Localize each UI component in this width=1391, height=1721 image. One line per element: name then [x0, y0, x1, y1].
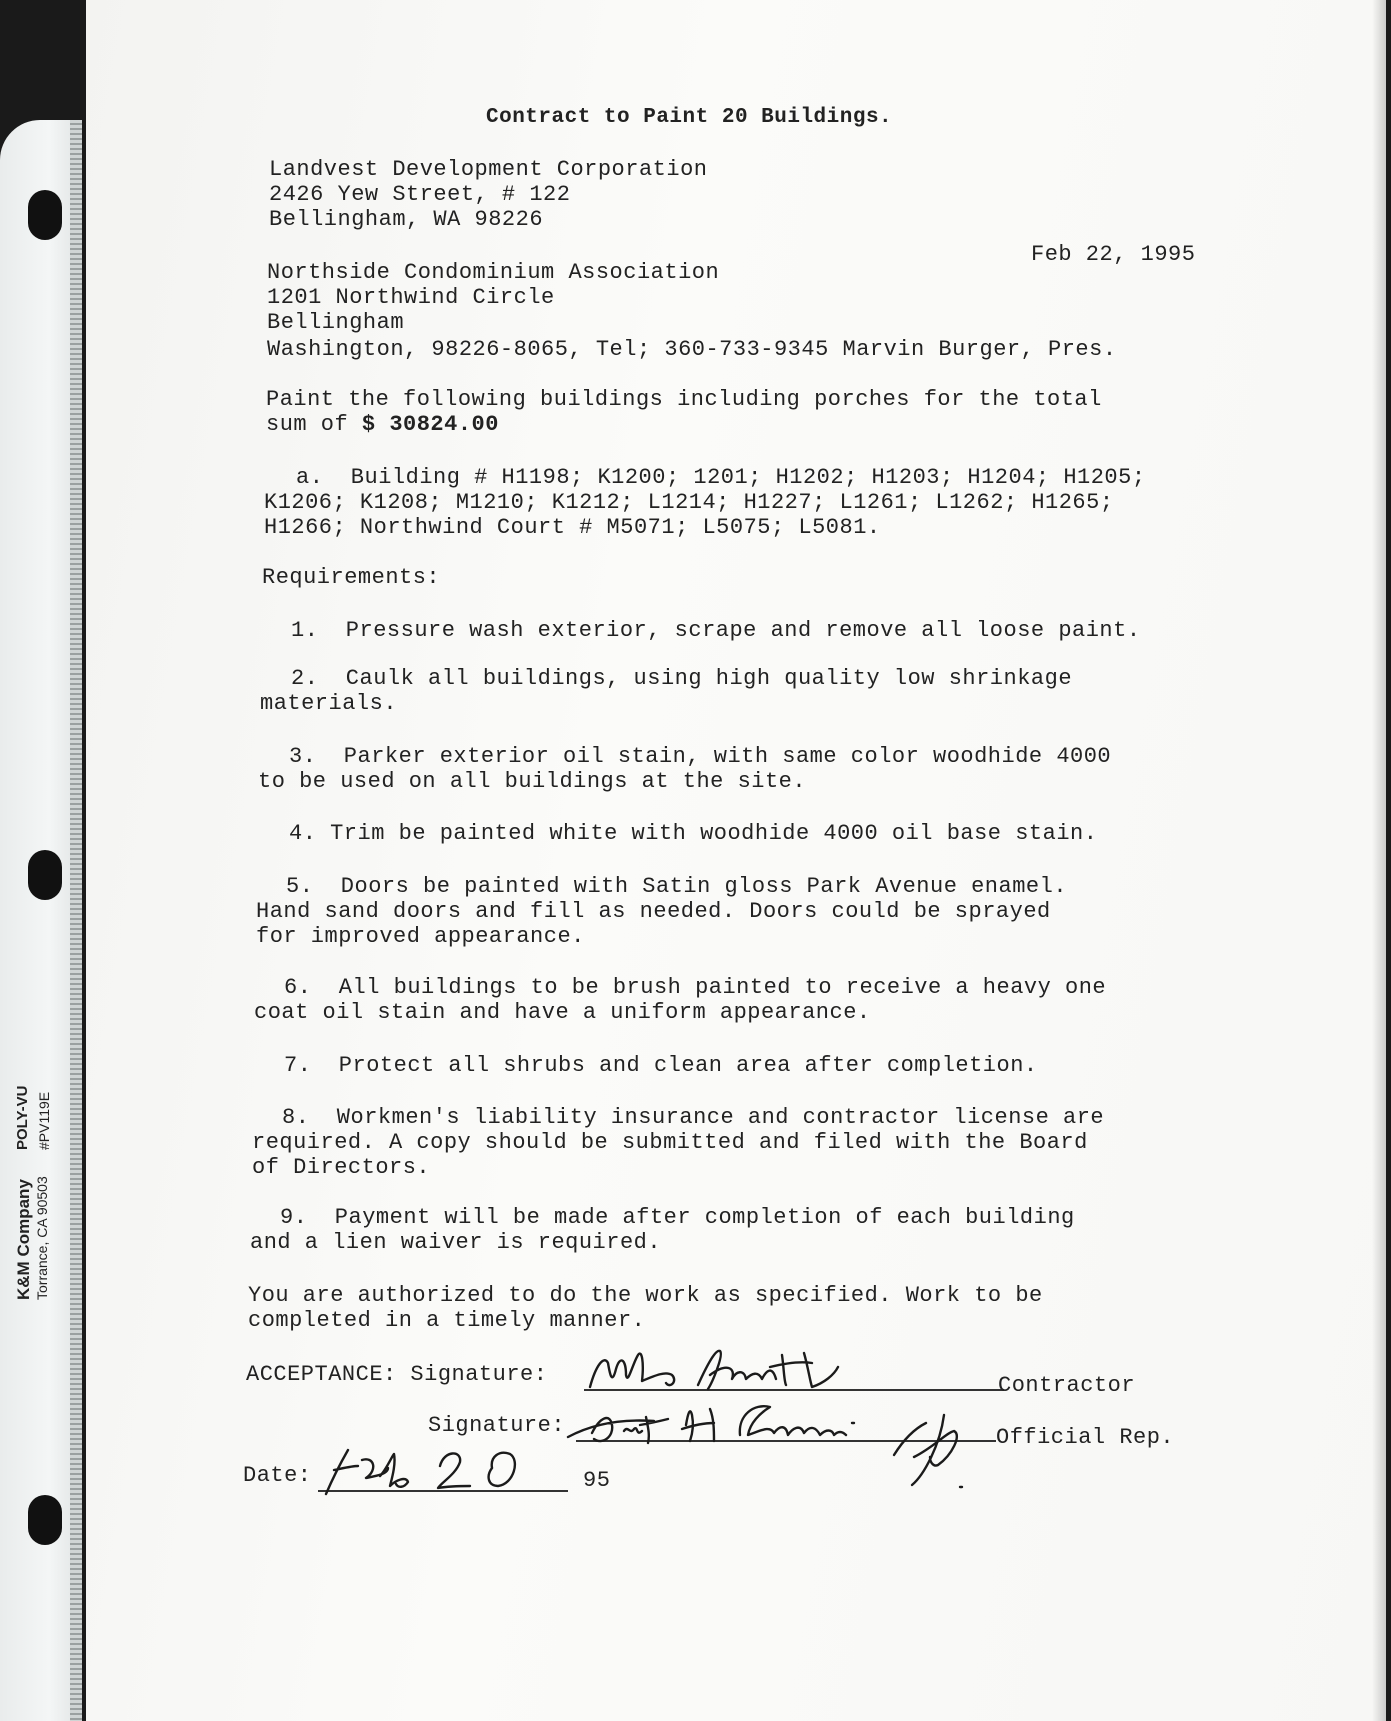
product-name: POLY-VU [14, 1085, 31, 1150]
protector-binding-edge [70, 120, 82, 1721]
brand-address: Torrance, CA 90503 [34, 1176, 50, 1300]
date-year-suffix: 95 [583, 1468, 611, 1493]
sheet-protector-strip [0, 120, 82, 1721]
contract-page [86, 0, 1386, 1721]
requirement-5-line-1: 5. Doors be painted with Satin gloss Park Avenue enamel. [286, 874, 1068, 899]
acceptance-signature-label: ACCEPTANCE: Signature: [246, 1362, 548, 1387]
contractor-city: Bellingham, WA 98226 [269, 207, 544, 232]
contractor-street: 2426 Yew Street, # 122 [269, 182, 571, 207]
requirement-7-line-1: 7. Protect all shrubs and clean area after completion. [284, 1053, 1038, 1078]
total-sum: $ 30824.00 [361, 412, 499, 437]
buildings-line-1: a. Building # H1198; K1200; 1201; H1202; H1203; H1204; H1205; [296, 465, 1146, 490]
contract-date: Feb 22, 1995 [1031, 242, 1196, 267]
requirement-2-line-1: 2. Caulk all buildings, using high quality low shrinkage [291, 666, 1073, 691]
requirement-6-line-2: coat oil stain and have a uniform appearance. [254, 1000, 871, 1025]
authorization-line-1: You are authorized to do the work as specified. Work to be [248, 1283, 1043, 1308]
requirement-8-line-2: required. A copy should be submitted and filed with the Board [252, 1130, 1088, 1155]
authorization-line-2: completed in a timely manner. [248, 1308, 646, 1333]
official-role-label: Official Rep. [996, 1425, 1175, 1450]
requirement-4-line-1: 4. Trim be painted white with woodhide 4000 oil base stain. [289, 821, 1098, 846]
contractor-name: Landvest Development Corporation [269, 157, 708, 182]
intro-line-1: Paint the following buildings including porches for the total [266, 387, 1102, 412]
requirement-9-line-2: and a lien waiver is required. [250, 1230, 662, 1255]
contractor-handwritten-signature [586, 1345, 886, 1400]
contract-title: Contract to Paint 20 Buildings. [486, 106, 893, 129]
requirement-3-line-2: to be used on all buildings at the site. [258, 769, 807, 794]
product-code: #PV119E [36, 1091, 52, 1150]
requirement-1-line-1: 1. Pressure wash exterior, scrape and remove all loose paint. [291, 618, 1141, 643]
official-handwritten-signature [564, 1395, 1044, 1505]
date-label: Date: [243, 1463, 312, 1488]
handwritten-date [318, 1440, 578, 1500]
requirement-8-line-3: of Directors. [252, 1155, 431, 1180]
buildings-line-2: K1206; K1208; M1210; K1212; L1214; H1227; L1261; L1262; H1265; [264, 490, 1114, 515]
binder-hole-bottom [28, 1495, 62, 1545]
contractor-role-label: Contractor [998, 1373, 1136, 1398]
requirement-2-line-2: materials. [260, 691, 398, 716]
brand-name: K&M Company [14, 1179, 33, 1300]
client-state-line: Washington, 98226-8065, Tel; 360-733-9345 Marvin Burger, Pres. [267, 337, 1117, 362]
requirement-3-line-1: 3. Parker exterior oil stain, with same color woodhide 4000 [289, 744, 1112, 769]
client-street: 1201 Northwind Circle [267, 285, 555, 310]
requirement-5-line-3: for improved appearance. [256, 924, 585, 949]
client-name: Northside Condominium Association [267, 260, 720, 285]
official-signature-label: Signature: [428, 1413, 566, 1438]
requirements-heading: Requirements: [262, 565, 441, 590]
protector-brand-label [14, 1040, 74, 1300]
requirement-6-line-1: 6. All buildings to be brush painted to receive a heavy one [284, 975, 1107, 1000]
buildings-line-3: H1266; Northwind Court # M5071; L5075; L5081. [264, 515, 881, 540]
requirement-5-line-2: Hand sand doors and fill as needed. Doors could be sprayed [256, 899, 1051, 924]
intro-line-2 [266, 412, 499, 437]
binder-hole-top [28, 190, 62, 240]
intro-sum-prefix: sum of [266, 412, 362, 437]
requirement-9-line-1: 9. Payment will be made after completion of each building [280, 1205, 1075, 1230]
client-city: Bellingham [267, 310, 405, 335]
binder-hole-middle [28, 850, 62, 900]
requirement-8-line-1: 8. Workmen's liability insurance and contractor license are [282, 1105, 1105, 1130]
